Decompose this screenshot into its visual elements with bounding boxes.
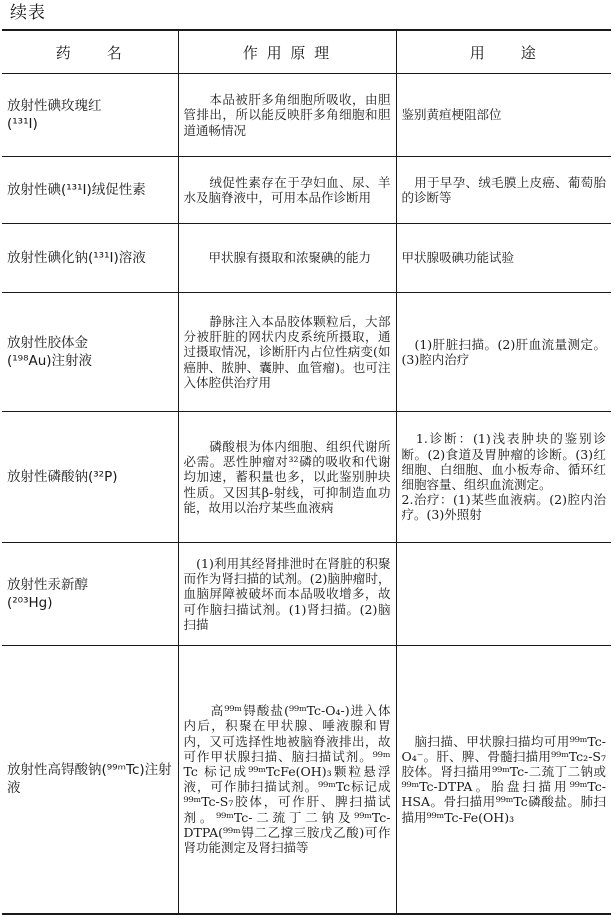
mechanism-cell: 绒促性素存在于孕妇血、尿、羊水及脑脊液中，可用本品作诊断用 — [178, 157, 396, 224]
table-row — [2, 293, 611, 412]
usage-cell: 脑扫描、甲状腺扫描均可用⁹⁹ᵐTc-O₄⁻。肝、脾、骨髓扫描用⁹⁹ᵐTc₂-S₇胶体。肾扫描用⁹⁹ᵐTc-二巯丁二钠或⁹⁹ᵐTc-DTPA。胎盘扫描用⁹⁹ᵐTc-HSA。骨扫描用⁹⁹ᵐTc磷酸盐。肺扫描用⁹⁹ᵐTc-Fe(OH)₃ — [396, 646, 611, 914]
mechanism-cell: (1)利用其经肾排泄时在肾脏的积聚而作为肾扫描的试剂。(2)脑肿瘤时，血脑屏障被破坏而本品吸收增多，故可作脑扫描试剂。(1)肾扫描。(2)脑扫描 — [178, 543, 396, 646]
table-header-row — [2, 30, 611, 74]
table-row — [2, 157, 611, 224]
mechanism-cell: 静脉注入本品胶体颗粒后，大部分被肝脏的网状内皮系统所摄取，通过摄取情况，诊断肝内占位性病变(如癌肿、脓肿、囊肿、血管瘤)。也可注入体腔供治疗用 — [178, 293, 396, 412]
mechanism-cell: 磷酸根为体内细胞、组织代谢所必需。恶性肿瘤对³²磷的吸收和代谢均加速，蓄积量也多，以此鉴别肿块性质。又因其β-射线，可抑制造血功能，故用以治疗某些血液病 — [178, 412, 396, 543]
drug-name-cell: 放射性胶体金 (¹⁹⁸Au)注射液 — [2, 293, 178, 412]
usage-cell — [396, 543, 611, 646]
drug-name-cell: 放射性汞新醇 (²⁰³Hg) — [2, 543, 178, 646]
table-continued-caption: 续表 — [10, 3, 46, 23]
header-mechanism: 作 用 原 理 — [178, 30, 396, 74]
table-row — [2, 74, 611, 157]
drug-name-cell: 放射性高锝酸钠(⁹⁹ᵐTc)注射液 — [2, 646, 178, 914]
mechanism-cell: 本品被肝多角细胞所吸收，由胆管排出，所以能反映肝多角细胞和胆道通畅情况 — [178, 74, 396, 157]
radiopharmaceutical-table — [2, 29, 611, 915]
usage-cell: 鉴别黄疸梗阻部位 — [396, 74, 611, 157]
table-row — [2, 412, 611, 543]
header-drug-name: 药 名 — [2, 30, 178, 74]
usage-cell: 甲状腺吸碘功能试验 — [396, 224, 611, 293]
usage-cell: 用于早孕、绒毛膜上皮癌、葡萄胎的诊断等 — [396, 157, 611, 224]
drug-name-cell: 放射性碘(¹³¹I)绒促性素 — [2, 157, 178, 224]
drug-name-cell: 放射性碘玫瑰红 (¹³¹I) — [2, 74, 178, 157]
table-row — [2, 543, 611, 646]
table-row — [2, 224, 611, 293]
header-usage: 用 途 — [396, 30, 611, 74]
usage-cell: 1.诊断：(1)浅表肿块的鉴别诊断。(2)食道及胃肿瘤的诊断。(3)红细胞、白细胞、血小板寿命、循环红细胞容量、组织血流测定。 2.治疗：(1)某些血液病。(2)腔内治疗。(3)外照射 — [396, 412, 611, 543]
table-row — [2, 646, 611, 914]
mechanism-cell: 甲状腺有摄取和浓聚碘的能力 — [178, 224, 396, 293]
mechanism-cell: 高⁹⁹ᵐ锝酸盐(⁹⁹ᵐTc-O₄-)进入体内后，积聚在甲状腺、唾液腺和胃内，又可选择性地被脑脊液排出，故可作甲状腺扫描、脑扫描试剂。⁹⁹ᵐ Tc 标记成⁹⁹ᵐTcFe(OH)₃颗粒悬浮液，可作肺扫描试剂。⁹⁹ᵐTc标记成⁹⁹ᵐTc-S₇胶体，可作肝、脾扫描试剂。⁹⁹ᵐTc-二巯丁二钠及⁹⁹ᵐTc-DTPA(⁹⁹ᵐ锝二乙撑三胺戊乙酸)可作肾功能测定及肾扫描等 — [178, 646, 396, 914]
usage-cell: (1)肝脏扫描。(2)肝血流量测定。(3)腔内治疗 — [396, 293, 611, 412]
drug-name-cell: 放射性磷酸钠(³²P) — [2, 412, 178, 543]
drug-name-cell: 放射性碘化钠(¹³¹I)溶液 — [2, 224, 178, 293]
